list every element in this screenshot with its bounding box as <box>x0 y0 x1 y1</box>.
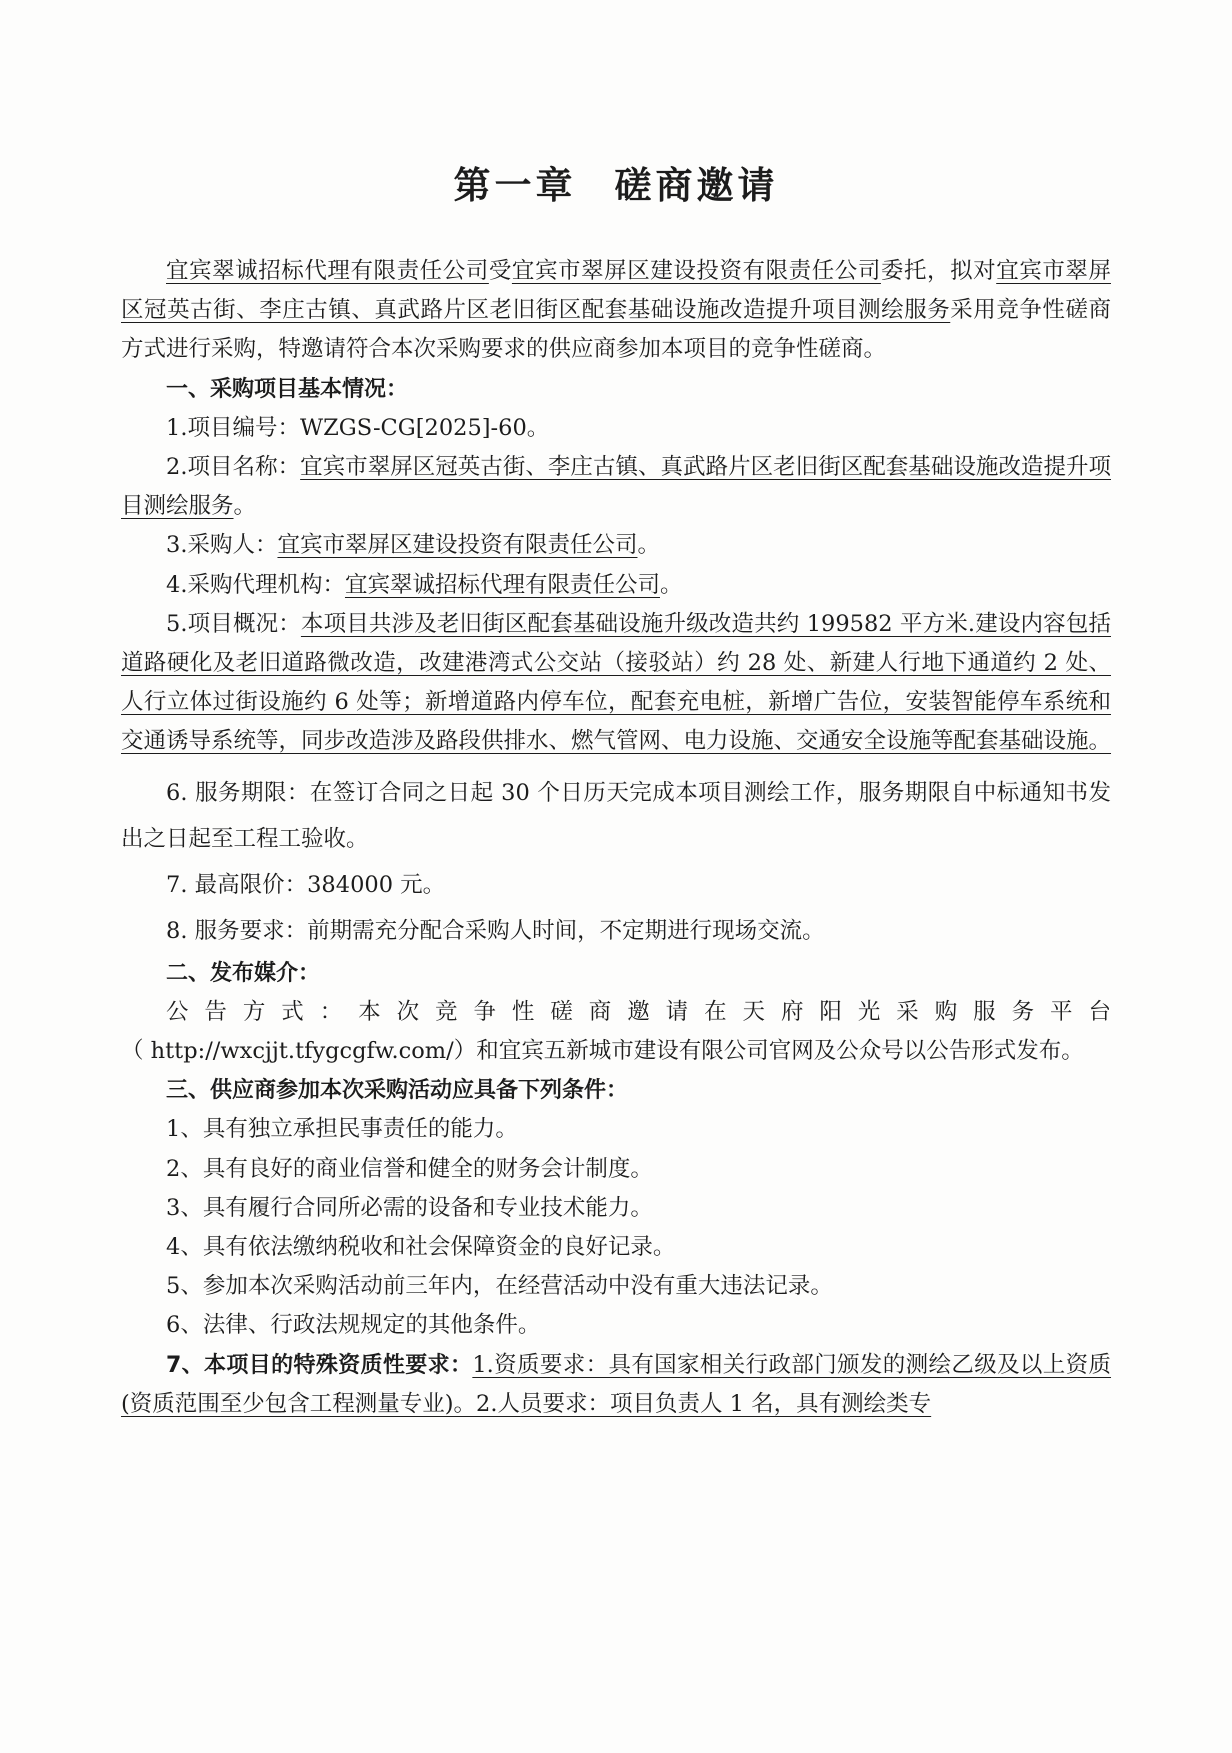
project-name: 宜宾市翠屏区冠英古街、李庄古镇、真武路片区老旧街区配套基础设施改造提升项目测绘服务 <box>121 258 1111 324</box>
intro-paragraph <box>121 252 1111 370</box>
item-end: 。 <box>233 493 257 520</box>
announcement-method-line: 公告方式：本次竞争性磋商邀请在天府阳光采购服务平台 <box>166 998 1111 1025</box>
document-body <box>121 252 1111 1424</box>
intro-text: 采用竞争性磋商方式进行采购，特邀请符合本次采购要求的供应商参加本项目的竞争性磋商。 <box>121 297 1111 363</box>
section-heading-3: 三、供应商参加本次采购活动应具备下列条件： <box>166 1078 629 1104</box>
condition-item: 3、具有履行合同所必需的设备和专业技术能力。 <box>166 1194 653 1221</box>
item-value: 宜宾翠诚招标代理有限责任公司 <box>344 571 660 598</box>
condition-item-special <box>121 1346 1111 1424</box>
item-end: 。 <box>637 532 660 559</box>
intro-text: 受 <box>488 258 512 284</box>
item-label: 7、本项目的特殊资质性要求： <box>166 1352 473 1378</box>
item-service-period: 6. 服务期限：在签订合同之日起 30 个日历天完成本项目测绘工作，服务期限自中标通知书发出之日起至工程工验收。 <box>121 779 1111 852</box>
section-heading-2: 二、发布媒介： <box>166 960 321 986</box>
item-max-price: 7. 最高限价：384000 元。 <box>166 871 446 898</box>
condition-item: 2、具有良好的商业信誉和健全的财务会计制度。 <box>166 1155 653 1182</box>
item-service-requirement: 8. 服务要求：前期需充分配合采购人时间，不定期进行现场交流。 <box>166 917 825 944</box>
condition-item: 5、参加本次采购活动前三年内，在经营活动中没有重大违法记录。 <box>166 1273 833 1300</box>
item-overview <box>121 605 1111 762</box>
section-heading-1: 一、采购项目基本情况： <box>166 376 409 402</box>
item-purchaser <box>121 526 1111 565</box>
agency-name: 宜宾翠诚招标代理有限责任公司 <box>166 258 489 284</box>
condition-item: 1、具有独立承担民事责任的能力。 <box>166 1116 518 1143</box>
announcement-media-line: （ http://wxcjjt.tfygcgfw.com/）和宜宾五新城市建设有限公司官网及公众号以公告形式发布。 <box>121 1038 1084 1065</box>
item-value: WZGS-CG[2025]-60。 <box>299 414 550 441</box>
item-label: 2.项目名称： <box>166 454 301 481</box>
item-value: 宜宾市翠屏区冠英古街、李庄古镇、真武路片区老旧街区配套基础设施改造提升项目测绘服务 <box>121 454 1111 520</box>
item-agency <box>121 566 1111 605</box>
condition-item: 6、法律、行政法规规定的其他条件。 <box>166 1312 541 1339</box>
chapter-title <box>0 155 1232 209</box>
item-project-number <box>121 409 1111 448</box>
item-label: 5.项目概况： <box>166 610 301 637</box>
purchaser-name: 宜宾市翠屏区建设投资有限责任公司 <box>511 258 881 284</box>
chapter-name: 磋商邀请 <box>614 164 779 207</box>
item-value: 1.资质要求：具有国家相关行政部门颁发的测绘乙级及以上资质(资质范围至少包含工程测量专业)。2.人员要求：项目负责人 1 名，具有测绘类专 <box>121 1351 1112 1417</box>
condition-item: 4、具有依法缴纳税收和社会保障资金的良好记录。 <box>166 1234 676 1261</box>
item-label: 3.采购人： <box>166 532 278 559</box>
chapter-number: 第一章 <box>453 164 577 207</box>
intro-text: 委托，拟对 <box>880 258 997 284</box>
item-end: 。 <box>659 571 683 598</box>
item-value: 本项目共涉及老旧街区配套基础设施升级改造共约 199582 平方米.建设内容包括道路硬化及老旧道路微改造，改建港湾式公交站（接驳站）约 28 处、新建人行地下通道约 2 处、人行立体过街设施约 6 处等；新增道路内停车位，配套充电桩，新增广告位，安装智能停车系统和交通诱导系统等，同步改造涉及路段供排水、燃气管网、电力设施、交通安全设施等配套基础设施。 <box>121 610 1112 755</box>
item-label: 1.项目编号： <box>166 414 300 441</box>
item-value: 宜宾市翠屏区建设投资有限责任公司 <box>277 532 638 559</box>
item-project-name <box>121 448 1111 526</box>
item-label: 4.采购代理机构： <box>166 571 345 598</box>
